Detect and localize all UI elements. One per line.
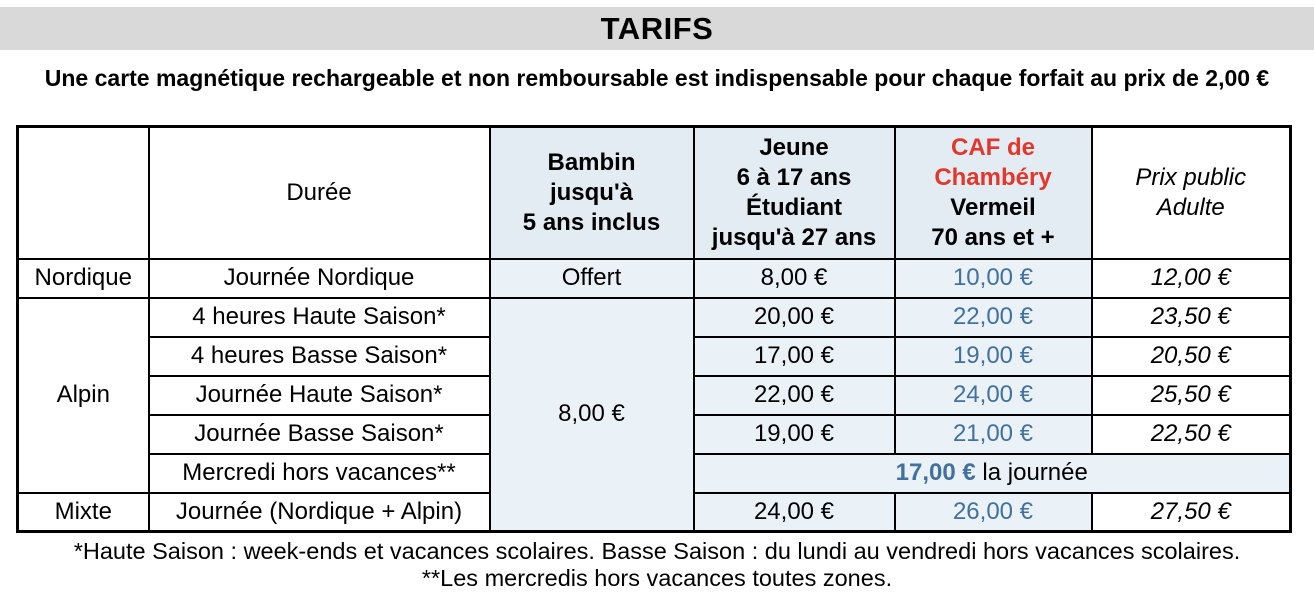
duration-cell: Journée Basse Saison* [149,415,490,454]
price-jeune: 20,00 € [694,298,895,337]
duration-cell: 4 heures Basse Saison* [149,337,490,376]
price-adult: 25,50 € [1092,376,1291,415]
pricing-table [16,125,1292,533]
header-bambin-line: jusqu'à [549,178,634,206]
header-corner-cell [18,127,149,259]
price-bambin: Offert [490,259,694,298]
merged-price-suffix: la journée [975,459,1088,486]
header-jeune-line: Jeune [759,133,829,161]
header-adult-line: Prix public [1135,163,1247,191]
header-row [18,127,1291,259]
merged-price-value: 17,00 € [895,459,976,486]
header-jeune-line: jusqu'à 27 ans [711,223,877,251]
header-bambin [490,127,694,259]
header-caf [895,127,1092,259]
price-adult: 23,50 € [1092,298,1291,337]
row-nordique [18,259,1291,298]
footnote-mercredis: **Les mercredis hors vacances toutes zones. [421,565,893,591]
price-jeune: 17,00 € [694,337,895,376]
duration-cell: Mercredi hors vacances** [149,454,490,493]
header-jeune-line: 6 à 17 ans [736,163,852,191]
price-jeune: 19,00 € [694,415,895,454]
header-adult [1092,127,1291,259]
price-bambin-shared: 8,00 € [490,298,694,532]
header-caf-black-line: Vermeil [950,193,1036,221]
page-title [0,7,1314,50]
header-caf-black-line: 70 ans et + [931,223,1055,251]
price-caf: 10,00 € [895,259,1092,298]
group-cell-alpin: Alpin [18,298,149,493]
price-caf: 22,00 € [895,298,1092,337]
header-caf-red-line: CAF de [951,133,1035,161]
price-adult: 12,00 € [1092,259,1291,298]
header-bambin-line: 5 ans inclus [522,208,661,236]
duration-cell: 4 heures Haute Saison* [149,298,490,337]
header-bambin-line: Bambin [547,148,636,176]
header-caf-red-line: Chambéry [934,163,1052,191]
footnote-haute-basse-saison: *Haute Saison : week-ends et vacances scolaires. Basse Saison : du lundi au vendredi hors vacances scolaires. [73,538,1241,564]
header-jeune [694,127,895,259]
price-adult: 27,50 € [1092,493,1291,532]
duration-cell: Journée Haute Saison* [149,376,490,415]
card-notice: Une carte magnétique rechargeable et non remboursable est indispensable pour chaque forfait au prix de 2,00 € [44,65,1270,91]
row-alpin-4h-haute [18,298,1291,337]
header-duration: Durée [149,127,490,259]
group-cell-mixte: Mixte [18,493,149,532]
price-caf: 19,00 € [895,337,1092,376]
price-caf: 26,00 € [895,493,1092,532]
price-jeune: 8,00 € [694,259,895,298]
price-adult: 20,50 € [1092,337,1291,376]
price-adult: 22,50 € [1092,415,1291,454]
duration-cell: Journée Nordique [149,259,490,298]
price-caf: 24,00 € [895,376,1092,415]
price-merged-mercredi [694,454,1291,493]
header-jeune-line: Étudiant [746,193,842,221]
group-cell-nordique: Nordique [18,259,149,298]
page-title-text: TARIFS [600,11,714,46]
duration-cell: Journée (Nordique + Alpin) [149,493,490,532]
price-jeune: 22,00 € [694,376,895,415]
price-caf: 21,00 € [895,415,1092,454]
header-adult-line: Adulte [1156,193,1225,221]
price-jeune: 24,00 € [694,493,895,532]
